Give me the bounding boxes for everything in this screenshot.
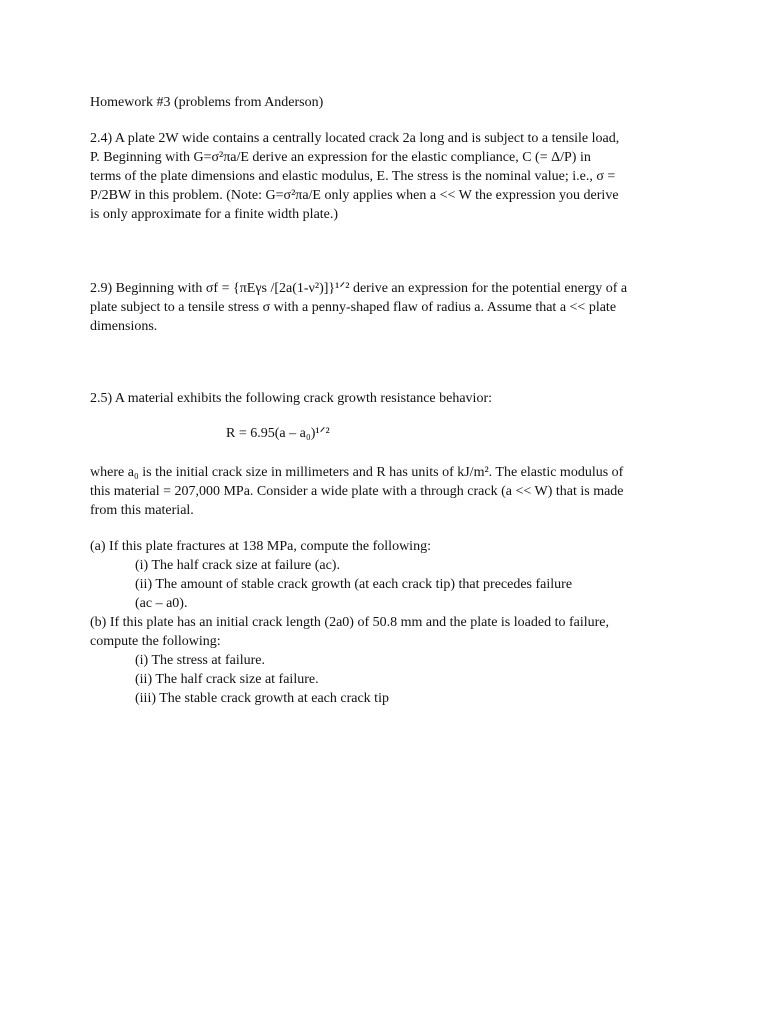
part-b-label: (b) If this plate has an initial crack length (2a0) of 50.8 mm and the plate is loaded to failure, <box>90 615 609 630</box>
part-a-item: (ii) The amount of stable crack growth (at each crack tip) that precedes failure <box>135 577 573 592</box>
problem-2-4-line: terms of the plate dimensions and elastic modulus, E. The stress is the nominal value; i.e., σ = <box>90 169 616 184</box>
resistance-equation: R = 6.95(a – a₀)¹ᐟ² <box>226 426 330 441</box>
problem-2-5-parts <box>90 537 680 708</box>
part-a-item: (i) The half crack size at failure (ac). <box>135 558 340 573</box>
problem-2-9-line: plate subject to a tensile stress σ with a penny-shaped flaw of radius a. Assume that a << plate <box>90 300 617 315</box>
problem-2-4-line: 2.4) A plate 2W wide contains a centrally located crack 2a long and is subject to a tensile load, <box>90 131 620 146</box>
part-b-label: compute the following: <box>90 634 221 649</box>
description-line: from this material. <box>90 503 194 518</box>
problem-2-4-line: P/2BW in this problem. (Note: G=σ²πa/E only applies when a << W the expression you derive <box>90 188 619 203</box>
description-line: this material = 207,000 MPa. Consider a wide plate with a through crack (a << W) that is made <box>90 484 624 499</box>
problem-2-5-description <box>90 463 680 520</box>
problem-2-4-line: P. Beginning with G=σ²πa/E derive an expression for the elastic compliance, C (= Δ/P) in <box>90 150 591 165</box>
part-b-item: (i) The stress at failure. <box>135 653 265 668</box>
problem-2-4-line: is only approximate for a finite width plate.) <box>90 207 339 222</box>
document-title: Homework #3 (problems from Anderson) <box>90 95 324 110</box>
problem-2-9 <box>90 279 680 336</box>
description-line: where a₀ is the initial crack size in millimeters and R has units of kJ/m². The elastic modulus of <box>90 465 624 480</box>
problem-2-4 <box>90 129 680 224</box>
part-a-item: (ac – a0). <box>135 596 188 611</box>
part-b-item: (ii) The half crack size at failure. <box>135 672 319 687</box>
problem-2-5-intro: 2.5) A material exhibits the following crack growth resistance behavior: <box>90 391 492 406</box>
part-a-label: (a) If this plate fractures at 138 MPa, compute the following: <box>90 539 431 554</box>
part-b-item: (iii) The stable crack growth at each crack tip <box>135 691 389 706</box>
problem-2-9-line: 2.9) Beginning with σf = {πEγs /[2a(1-ν²)]}¹ᐟ² derive an expression for the potential energy of a <box>90 281 628 296</box>
problem-2-9-line: dimensions. <box>90 319 158 334</box>
